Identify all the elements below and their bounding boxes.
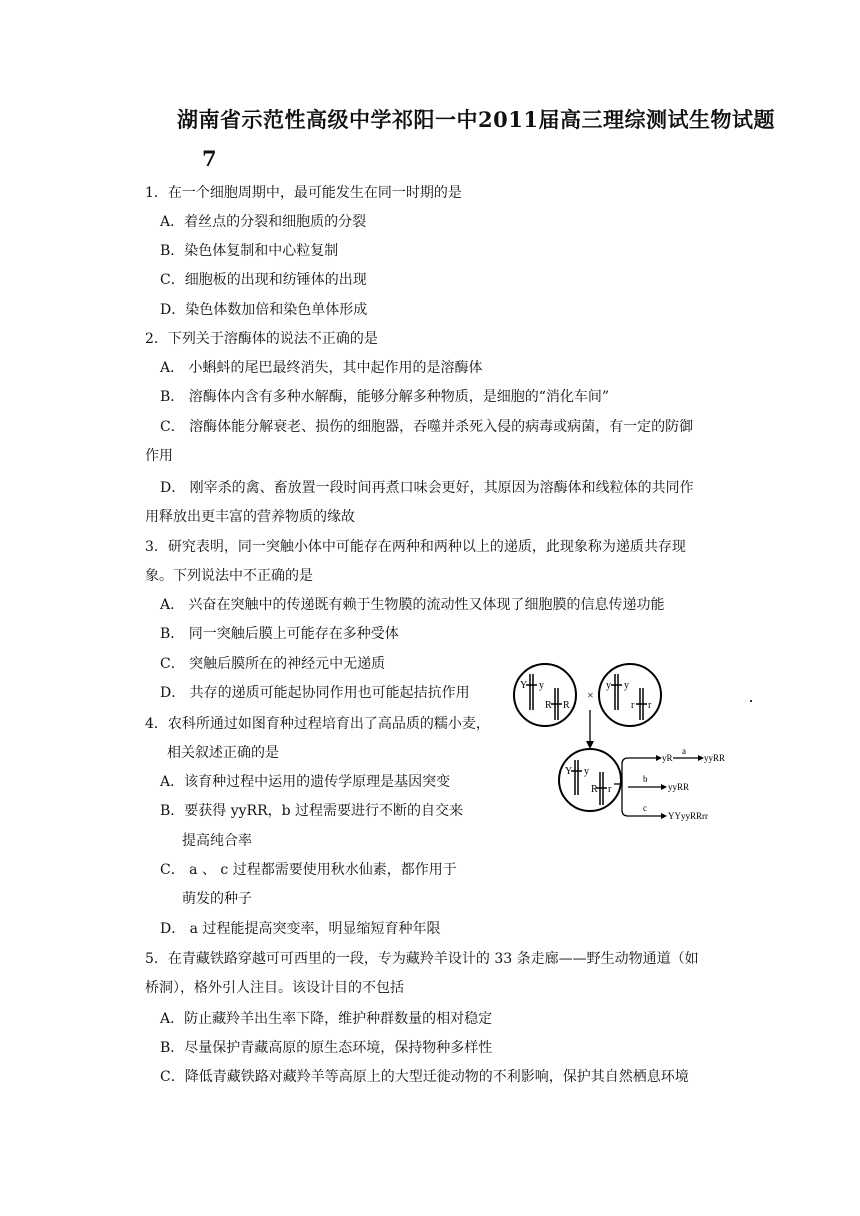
question-3-option-b: B． 同一突触后膜上可能存在多种受体 — [160, 626, 399, 642]
cell1-gene-R1: R — [545, 700, 552, 711]
question-5-stem-cont: 桥洞），格外引人注目。该设计目的不包括 — [145, 980, 404, 996]
cell1-gene-y: y — [539, 680, 544, 691]
path-a-label: a — [682, 746, 686, 756]
path-b-label: b — [643, 774, 648, 784]
parent-cell-1 — [514, 664, 576, 726]
cell1-gene-Y: Y — [520, 680, 528, 691]
cell2-gene-y2: y — [624, 680, 629, 691]
question-2-option-b: B． 溶酶体内含有多种水解酶，能够分解多种物质，是细胞的“消化车间” — [160, 389, 610, 405]
cell3-gene-y: y — [584, 766, 589, 777]
question-2-option-c-cont: 作用 — [145, 448, 173, 464]
question-4-option-c: C． a 、 c 过程都需要使用秋水仙素，都作用于 — [160, 862, 457, 878]
cell2-gene-r1: r — [631, 700, 635, 711]
page-title-number: 7 — [202, 146, 217, 171]
cell3-gene-R: R — [591, 784, 598, 795]
question-2-stem: 2．下列关于溶酶体的说法不正确的是 — [145, 331, 378, 347]
question-4-option-c-cont: 萌发的种子 — [182, 891, 252, 907]
cell2-gene-r2: r — [648, 700, 652, 711]
question-1-option-d: D．染色体数加倍和染色单体形成 — [160, 302, 368, 318]
question-2-option-d-cont: 用释放出更丰富的营养物质的缘故 — [145, 509, 355, 525]
question-3-option-c: C． 突触后膜所在的神经元中无递质 — [160, 656, 386, 672]
question-1-stem: 1．在一个细胞周期中，最可能发生在同一时期的是 — [145, 185, 462, 201]
parent-cell-2 — [599, 664, 661, 726]
question-4-option-d: D． a 过程能提高突变率，明显缩短育种年限 — [160, 921, 441, 937]
page-title: 湖南省示范性高级中学祁阳一中2011届高三理综测试生物试题 — [177, 107, 775, 132]
question-4-stem: 4．农科所通过如图育种过程培育出了高品质的糯小麦， — [145, 716, 490, 732]
question-3-stem: 3．研究表明，同一突触小体中可能存在两种和两种以上的递质，此现象称为递质共存现 — [145, 539, 686, 555]
question-3-option-a: A． 兴奋在突触中的传递既有赖于生物膜的流动性又体现了细胞膜的信息传递功能 — [160, 597, 665, 613]
question-1-option-c: C．细胞板的出现和纺锤体的出现 — [160, 272, 367, 288]
cell3-gene-r: r — [608, 784, 612, 795]
question-3-option-d: D． 共存的递质可能起协同作用也可能起拮抗作用 — [160, 685, 470, 701]
f1-cell — [559, 749, 621, 811]
cell3-gene-Y: Y — [565, 766, 573, 777]
path-a-intermediate: yR — [662, 753, 673, 763]
cell1-gene-R2: R — [563, 700, 570, 711]
question-4-stem-cont: 相关叙述正确的是 — [167, 745, 279, 761]
question-4-option-a: A．该育种过程中运用的遗传学原理是基因突变 — [160, 774, 451, 790]
question-3-stem-cont: 象。下列说法中不正确的是 — [145, 568, 313, 584]
question-5-option-b: B．尽量保护青藏高原的原生态环境，保持物种多样性 — [160, 1040, 493, 1056]
question-1-option-a: A．着丝点的分裂和细胞质的分裂 — [160, 214, 367, 230]
question-5-option-c: C．降低青藏铁路对藏羚羊等高原上的大型迁徙动物的不利影响，保护其自然栖息环境 — [160, 1069, 689, 1085]
path-c-result: YYyyRRrr — [668, 811, 708, 821]
question-4-option-b: B．要获得 yyRR，b 过程需要进行不断的自交来 — [160, 803, 464, 819]
cross-sign: × — [587, 688, 594, 702]
cell2-gene-y1: y — [606, 680, 611, 691]
question-5-stem: 5．在青藏铁路穿越可可西里的一段，专为藏羚羊设计的 33 条走廊——野生动物通道（如 — [145, 951, 699, 967]
breeding-diagram — [510, 660, 750, 830]
stray-dot — [750, 700, 752, 702]
question-2-option-c: C． 溶酶体能分解衰老、损伤的细胞器，吞噬并杀死入侵的病毒或病菌，有一定的防御 — [160, 419, 694, 435]
path-a-result: yyRR — [704, 753, 726, 763]
question-2-option-d: D． 刚宰杀的禽、畜放置一段时间再煮口味会更好，其原因为溶酶体和线粒体的共同作 — [160, 480, 694, 496]
question-1-option-b: B．染色体复制和中心粒复制 — [160, 243, 339, 259]
question-2-option-a: A． 小蝌蚪的尾巴最终消失，其中起作用的是溶酶体 — [160, 360, 483, 376]
path-c-label: c — [643, 803, 647, 813]
question-5-option-a: A．防止藏羚羊出生率下降，维护种群数量的相对稳定 — [160, 1011, 493, 1027]
path-b-result: yyRR — [668, 782, 690, 792]
question-4-option-b-cont: 提高纯合率 — [182, 833, 252, 849]
